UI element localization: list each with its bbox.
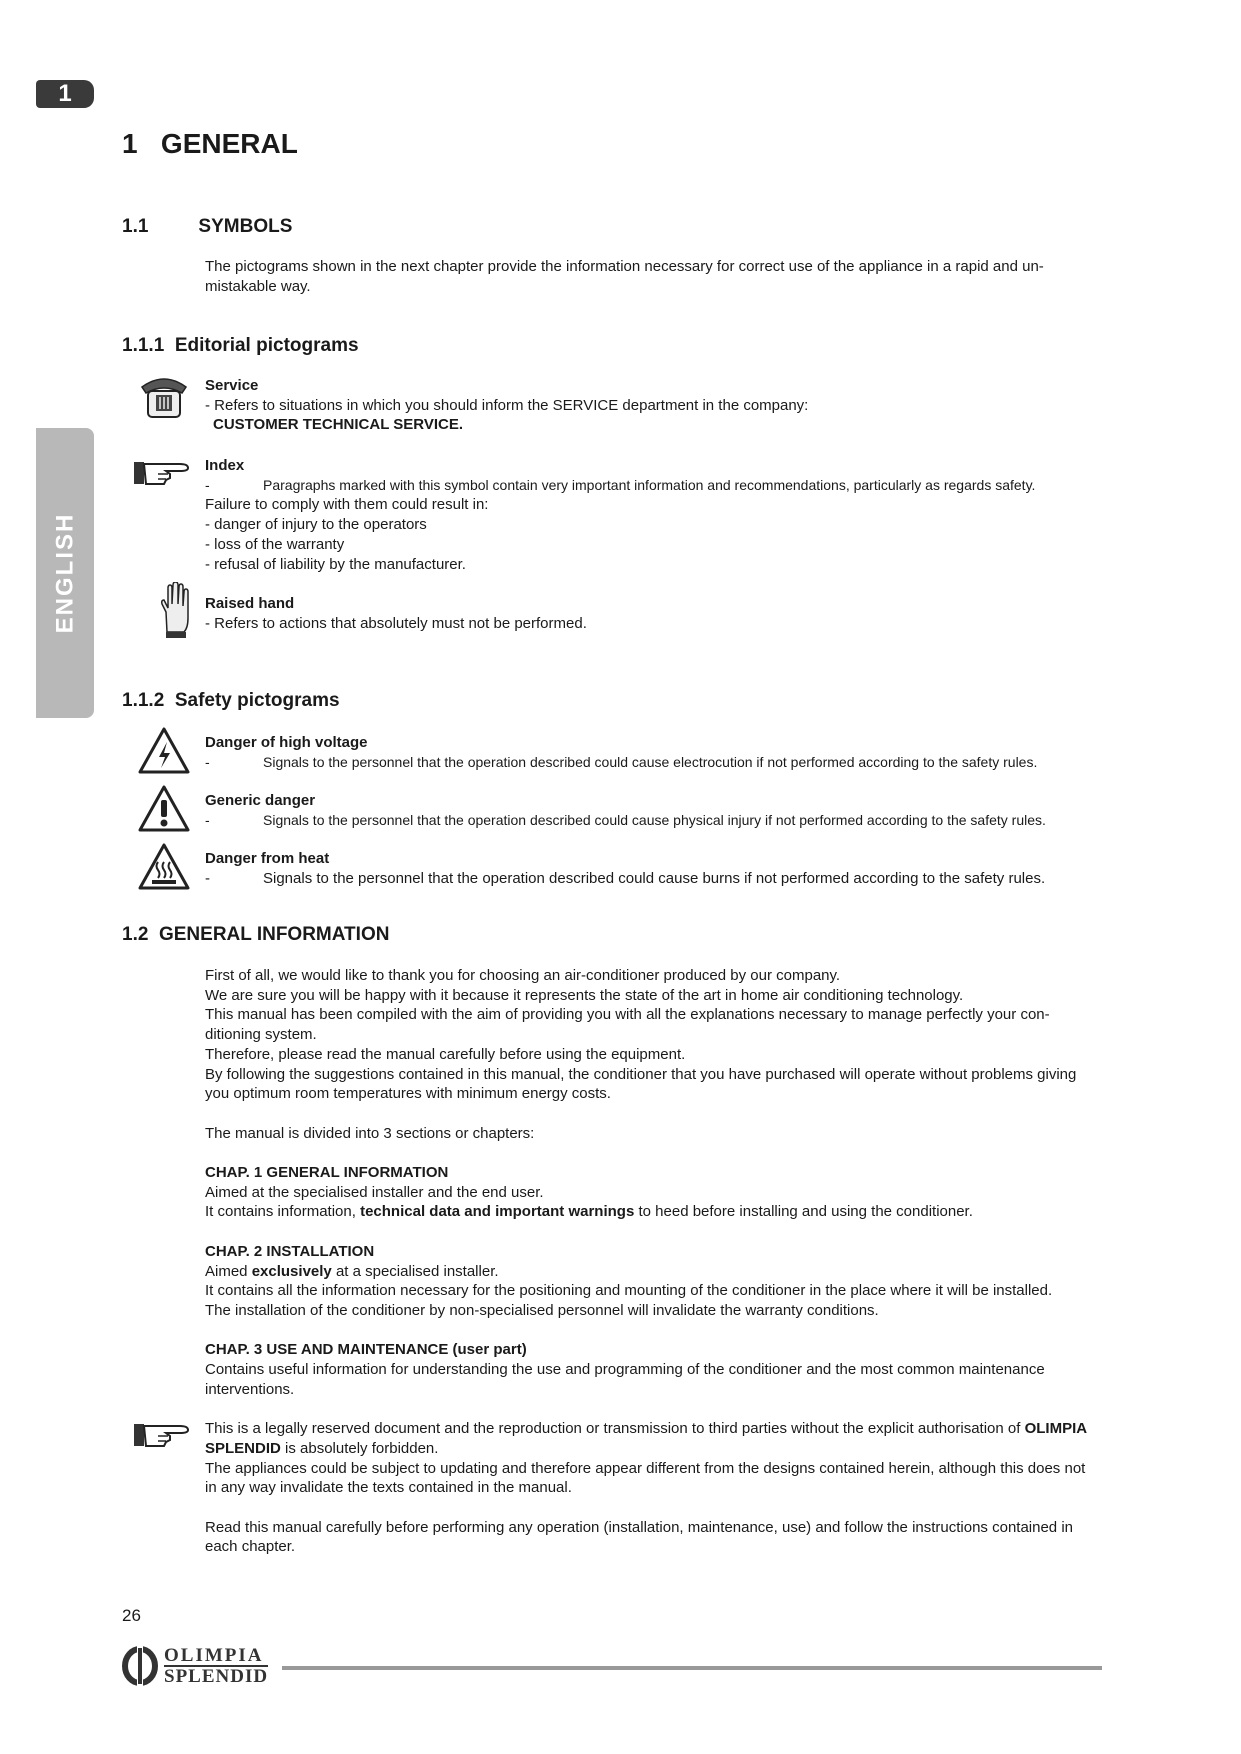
read-note: Read this manual carefully before performing any operation (installation, maintenance, use) and follow the instructions contained in each chapter. [205, 1518, 1073, 1556]
chap2-line: The installation of the conditioner by non-specialised personnel will invalidate the warranty conditions. [205, 1301, 879, 1319]
chap2-title: CHAP. 2 INSTALLATION [205, 1242, 375, 1260]
safety-heading: 1.1.2 Safety pictograms [122, 690, 340, 711]
generic-danger-icon [137, 784, 191, 834]
chap1-line: It contains information, technical data and important warnings to heed before installing and using the conditioner. [205, 1203, 973, 1221]
paragraph: First of all, we would like to thank you for choosing an air-conditioner produced by our company. [205, 967, 841, 984]
raised-hand-block [205, 594, 1095, 633]
service-title: Service [205, 377, 259, 394]
brand-logo: OLIMPIA SPLENDID [164, 1645, 269, 1687]
paragraph: Therefore, please read the manual carefully before using the equipment. [205, 1045, 686, 1063]
index-block: Index - Paragraphs marked with this symbol contain very important information and recommendations, particularly as regards safety. Failure to comply with them could result in: - danger of injury to the operators - loss of the warranty - refusal of liability by the manufacturer. [205, 456, 1105, 574]
chap3-line: Contains useful information for understanding the use and programming of the conditioner and the most common maintenance interventions. [205, 1361, 1045, 1398]
list-item: - loss of the warranty [205, 535, 345, 553]
chap2-line: Aimed exclusively at a specialised installer. [205, 1262, 499, 1280]
update-note: The appliances could be subject to updating and therefore appear different from the designs contained herein, although this does not in any way invalidate the texts contained in the manual. [205, 1459, 1086, 1497]
legal-note: This is a legally reserved document and the reproduction or transmission to third parties without the explicit authorisation of OLIMPIA SPLENDID is absolutely forbidden. [205, 1420, 1087, 1457]
high-voltage-icon [137, 726, 191, 776]
high-voltage-block: Danger of high voltage - Signals to the personnel that the operation described could cause electrocution if not performed according to the safety rules. [205, 733, 1105, 772]
pointing-hand-icon [132, 1420, 192, 1450]
olimpia-logo-icon [120, 1646, 160, 1686]
index-title: Index [205, 457, 245, 474]
list-item: - danger of injury to the operators [205, 516, 427, 534]
list-item: - refusal of liability by the manufacturer. [205, 555, 466, 573]
chap1-title: CHAP. 1 GENERAL INFORMATION [205, 1164, 449, 1181]
chap3-title: CHAP. 3 USE AND MAINTENANCE (user part) [205, 1341, 527, 1359]
heat-danger-icon [137, 842, 191, 892]
paragraph: By following the suggestions contained in this manual, the conditioner that you have purchased will operate without problems giving you optimum room temperatures with minimum energy costs. [205, 1065, 1077, 1103]
high-voltage-title: Danger of high voltage [205, 734, 368, 751]
editorial-heading: 1.1.1 Editorial pictograms [122, 335, 359, 356]
page-number: 26 [122, 1606, 141, 1625]
service-block [205, 376, 1095, 435]
paragraph: The manual is divided into 3 sections or chapters: [205, 1124, 535, 1142]
raised-hand-line: - Refers to actions that absolutely must not be performed. [205, 614, 587, 632]
raised-hand-title: Raised hand [205, 595, 295, 612]
generic-danger-text: Signals to the personnel that the operation described could cause physical injury if not performed according to the safety rules. [263, 811, 1046, 828]
telephone-icon [138, 373, 190, 419]
generic-danger-block: Generic danger - Signals to the personnel that the operation described could cause physical injury if not performed according to the safety rules. [205, 791, 1105, 830]
generic-danger-title: Generic danger [205, 792, 316, 809]
footer-divider [282, 1666, 1102, 1670]
chap1-line: Aimed at the specialised installer and the end user. [205, 1183, 544, 1201]
heat-danger-title: Danger from heat [205, 850, 330, 867]
index-line: Paragraphs marked with this symbol contain very important information and recommendations, particularly as regards safety. [263, 476, 1036, 493]
chapter-tab: 1 [36, 80, 94, 108]
paragraph: This manual has been compiled with the aim of providing you with all the explanations necessary to manage perfectly your con-ditioning system. [205, 1006, 1050, 1044]
service-line: - Refers to situations in which you should inform the SERVICE department in the company: [205, 396, 809, 414]
heat-danger-block: Danger from heat - Signals to the personnel that the operation described could cause burns if not performed according to the safety rules. [205, 849, 1105, 888]
high-voltage-text: Signals to the personnel that the operation described could cause electrocution if not performed according to the safety rules. [263, 753, 1038, 770]
paragraph: We are sure you will be happy with it because it represents the state of the art in home air conditioning technology. [205, 986, 964, 1004]
general-info-heading: 1.2 GENERAL INFORMATION [122, 924, 390, 945]
section-symbols-heading: 1.1 SYMBOLS [122, 216, 293, 237]
pointing-hand-icon [132, 458, 192, 488]
heat-danger-text: Signals to the personnel that the operation described could cause burns if not performed according to the safety rules. [263, 869, 1046, 887]
symbols-intro: The pictograms shown in the next chapter provide the information necessary for correct use of the appliance in a rapid and un-mistakable way. [205, 258, 1044, 295]
chap2-line: It contains all the information necessary for the positioning and mounting of the conditioner in the place where it will be installed. [205, 1282, 1053, 1300]
raised-hand-icon [158, 582, 192, 640]
page-title: 1 GENERAL [122, 128, 298, 159]
language-tab-label: ENGLISH [51, 512, 78, 634]
general-info-body [205, 966, 1100, 1557]
index-failure-text: Failure to comply with them could result in: [205, 496, 489, 514]
service-department: CUSTOMER TECHNICAL SERVICE. [213, 416, 464, 434]
